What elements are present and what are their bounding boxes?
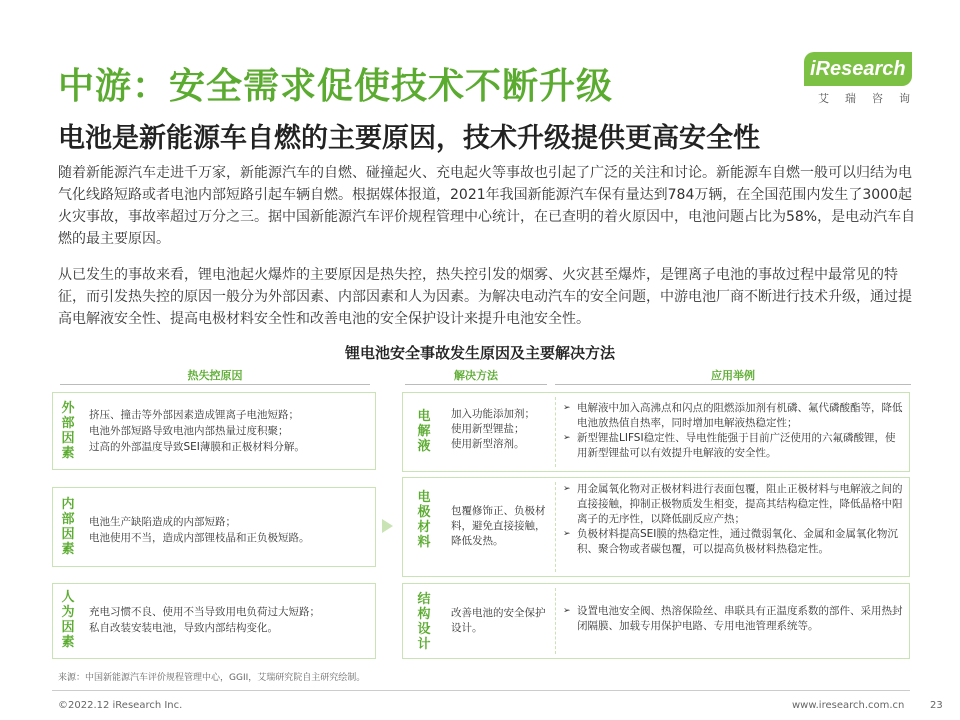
page-title: 中游：安全需求促使技术不断升级 xyxy=(58,66,614,107)
application-list xyxy=(563,604,905,634)
cause-line: 电池使用不当，造成内部锂枝晶和正负极短路。 xyxy=(89,532,310,544)
bullet-arrow-icon: ➢ xyxy=(563,529,571,539)
bullet-arrow-icon: ➢ xyxy=(563,606,571,616)
footer-divider xyxy=(52,690,910,691)
iresearch-logo xyxy=(804,52,926,108)
source-note: 来源：中国新能源汽车评价规程管理中心，GGII，艾瑞研究院自主研究绘制。 xyxy=(58,673,366,683)
cause-line: 电池生产缺陷造成的内部短路； xyxy=(89,516,236,528)
solution-box-electrolyte xyxy=(402,392,910,472)
method-line: 改善电池的安全保护设计。 xyxy=(451,607,546,634)
solution-label: 电极材料 xyxy=(417,490,431,550)
cause-line: 电池外部短路导致电池内部热量过度积聚； xyxy=(89,425,289,437)
analysis-paragraph: 从已发生的事故来看，锂电池起火爆炸的主要原因是热失控，热失控引发的烟雾、火灾甚至爆炸，是锂离子电池的事故过程中最常见的特征，而引发热失控的原因一般分为外部因素、内部因素和人为因素。为解决电动汽车的安全问题，中游电池厂商不断进行技术升级，通过提高电解液安全性、提高电极材料安全性和改善电池的安全保护设计来提升电池安全性。 xyxy=(58,267,912,327)
cause-description xyxy=(89,514,373,546)
solution-method xyxy=(451,504,551,549)
bullet-arrow-icon: ➢ xyxy=(563,433,571,443)
solution-box-electrode xyxy=(402,477,910,577)
column-header-causes: 热失控原因 xyxy=(60,367,370,385)
application-item: ➢ 设置电池安全阀、热溶保险丝、串联具有正温度系数的部件、采用热封闭隔膜、加载专用保护电路、专用电池管理系统等。 xyxy=(563,605,903,632)
page-subtitle: 电池是新能源车自燃的主要原因，技术升级提供更高安全性 xyxy=(58,123,760,154)
column-header-applications: 应用举例 xyxy=(555,367,911,385)
solution-label: 结构设计 xyxy=(417,592,431,652)
intro-paragraph: 随着新能源汽车走进千万家，新能源汽车的自燃、碰撞起火、充电起火等事故也引起了广泛的关注和讨论。新能源车自燃一般可以归结为电气化线路短路或者电池内部短路引起车辆自燃。根据媒体报道，2021年我国新能源汽车保有量达到784万辆，在全国范围内发生了3000起火灾事故，事故率超过万分之三。据中国新能源汽车评价规程管理中心统计，在已查明的着火原因中，电池问题占比为58%，是电动汽车自燃的最主要原因。 xyxy=(58,165,916,247)
cause-description xyxy=(89,604,373,636)
bullet-arrow-icon: ➢ xyxy=(563,403,571,413)
cause-box-external xyxy=(52,392,376,470)
cause-box-internal xyxy=(52,487,376,567)
arrow-right-icon xyxy=(382,519,393,533)
solution-method xyxy=(451,606,551,636)
logo-subtitle: 艾瑞咨询 xyxy=(818,92,926,105)
divider xyxy=(555,588,556,654)
application-item: ➢ 负极材料提高SEI膜的热稳定性，通过微弱氧化、金属和金属氧化物沉积、聚合物或者碳包覆，可以提高负极材料热稳定性。 xyxy=(563,528,898,555)
logo-text: iResearch xyxy=(810,58,906,80)
method-line: 加入功能添加剂； xyxy=(451,408,535,420)
divider xyxy=(555,482,556,572)
method-line: 使用新型锂盐； xyxy=(451,423,525,435)
cause-box-human xyxy=(52,583,376,659)
application-item: ➢ 用金属氧化物对正极材料进行表面包覆，阻止正极材料与电解液之间的直接接触，抑制正极物质发生相变，提高其结构稳定性，降低晶格中阳离子的无序性，以降低副反应产热； xyxy=(563,483,903,525)
solution-method xyxy=(451,407,551,452)
cause-line: 充电习惯不良、使用不当导致用电负荷过大短路； xyxy=(89,606,320,618)
cause-line: 过高的外部温度导致SEI薄膜和正极材料分解。 xyxy=(89,441,305,453)
application-item: ➢ 新型锂盐LIFSI稳定性、导电性能强于目前广泛使用的六氟磷酸锂，使用新型锂盐可以有效提升电解液的安全性。 xyxy=(563,432,896,459)
cause-description xyxy=(89,407,373,455)
application-list xyxy=(563,482,905,557)
cause-line: 私自改装安装电池，导致内部结构变化。 xyxy=(89,622,278,634)
divider xyxy=(555,397,556,467)
solution-box-structure xyxy=(402,583,910,659)
cause-label: 内部因素 xyxy=(61,497,75,557)
cause-label: 外部因素 xyxy=(61,401,75,461)
method-line: 包覆修饰正、负极材料，避免直接接触，降低发热。 xyxy=(451,505,546,547)
diagram-title: 锂电池安全事故发生原因及主要解决方法 xyxy=(344,344,615,362)
page-number: 23 xyxy=(930,700,943,711)
method-line: 使用新型溶剂。 xyxy=(451,438,525,450)
copyright: ©2022.12 iResearch Inc. xyxy=(58,700,183,711)
application-item: ➢ 电解液中加入高沸点和闪点的阻燃添加剂有机磷、氟代磷酸酯等，降低电池放热值自热率，同时增加电解液热稳定性； xyxy=(563,402,903,429)
website-link[interactable]: www.iresearch.com.cn xyxy=(792,700,905,711)
column-header-methods: 解决方法 xyxy=(405,367,547,385)
cause-line: 挤压、撞击等外部因素造成锂离子电池短路； xyxy=(89,409,299,421)
bullet-arrow-icon: ➢ xyxy=(563,484,571,494)
solution-label: 电解液 xyxy=(417,409,431,454)
cause-label: 人为因素 xyxy=(61,590,75,650)
application-list xyxy=(563,401,905,461)
